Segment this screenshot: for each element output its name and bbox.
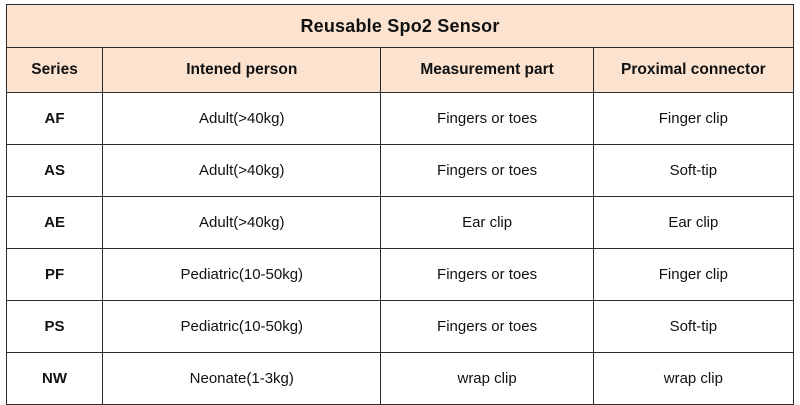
cell-measurement-part: wrap clip — [381, 353, 593, 405]
table-row — [7, 301, 794, 353]
column-header-intended-person: Intened person — [103, 48, 381, 93]
table-row — [7, 353, 794, 405]
cell-measurement-part: Fingers or toes — [381, 93, 593, 145]
cell-proximal-connector: wrap clip — [593, 353, 793, 405]
cell-intended-person: Adult(>40kg) — [103, 145, 381, 197]
column-header-series: Series — [7, 48, 103, 93]
cell-series: AF — [7, 93, 103, 145]
reusable-spo2-sensor-table — [6, 4, 794, 405]
column-header-measurement-part: Measurement part — [381, 48, 593, 93]
cell-intended-person: Neonate(1-3kg) — [103, 353, 381, 405]
cell-proximal-connector: Ear clip — [593, 197, 793, 249]
cell-series: AE — [7, 197, 103, 249]
cell-proximal-connector: Finger clip — [593, 249, 793, 301]
table-header-row — [7, 48, 794, 93]
table-row — [7, 145, 794, 197]
table-title: Reusable Spo2 Sensor — [7, 5, 794, 48]
cell-intended-person: Pediatric(10-50kg) — [103, 249, 381, 301]
cell-proximal-connector: Finger clip — [593, 93, 793, 145]
cell-intended-person: Adult(>40kg) — [103, 93, 381, 145]
cell-series: PS — [7, 301, 103, 353]
cell-measurement-part: Fingers or toes — [381, 249, 593, 301]
table-row — [7, 93, 794, 145]
table-row — [7, 197, 794, 249]
cell-intended-person: Pediatric(10-50kg) — [103, 301, 381, 353]
cell-proximal-connector: Soft-tip — [593, 145, 793, 197]
cell-series: NW — [7, 353, 103, 405]
cell-series: PF — [7, 249, 103, 301]
table-row — [7, 249, 794, 301]
cell-intended-person: Adult(>40kg) — [103, 197, 381, 249]
table-title-row — [7, 5, 794, 48]
cell-proximal-connector: Soft-tip — [593, 301, 793, 353]
cell-series: AS — [7, 145, 103, 197]
column-header-proximal-connector: Proximal connector — [593, 48, 793, 93]
cell-measurement-part: Fingers or toes — [381, 145, 593, 197]
cell-measurement-part: Fingers or toes — [381, 301, 593, 353]
cell-measurement-part: Ear clip — [381, 197, 593, 249]
